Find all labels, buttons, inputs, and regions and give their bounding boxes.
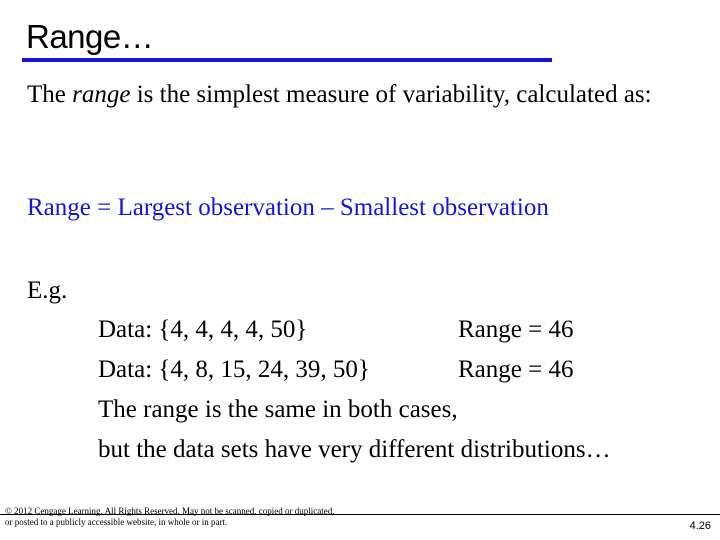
conclusion-line-2: but the data sets have very different distributions… (98, 436, 611, 463)
page-number: 4.26 (689, 520, 711, 532)
intro-paragraph (27, 80, 707, 110)
example-label: E.g. (27, 277, 68, 304)
intro-prefix: The (27, 81, 73, 108)
example-data-1: Data: {4, 4, 4, 4, 50} (98, 316, 308, 343)
example-range-1: Range = 46 (458, 316, 574, 343)
conclusion-line-1: The range is the same in both cases, (98, 396, 458, 423)
range-formula: Range = Largest observation – Smallest observation (27, 194, 549, 221)
slide-title: Range… (26, 18, 154, 55)
example-data-2: Data: {4, 8, 15, 24, 39, 50} (98, 356, 370, 383)
intro-term: range (72, 81, 131, 108)
example-range-2: Range = 46 (458, 356, 574, 383)
copyright-notice: © 2012 Cengage Learning. All Rights Reserved. May not be scanned, copied or duplicated, or posted to a publicly accessible website, in whole or in part. (5, 506, 335, 527)
intro-suffix: is the simplest measure of variability, calculated as: (130, 81, 652, 108)
title-underline (22, 58, 552, 62)
